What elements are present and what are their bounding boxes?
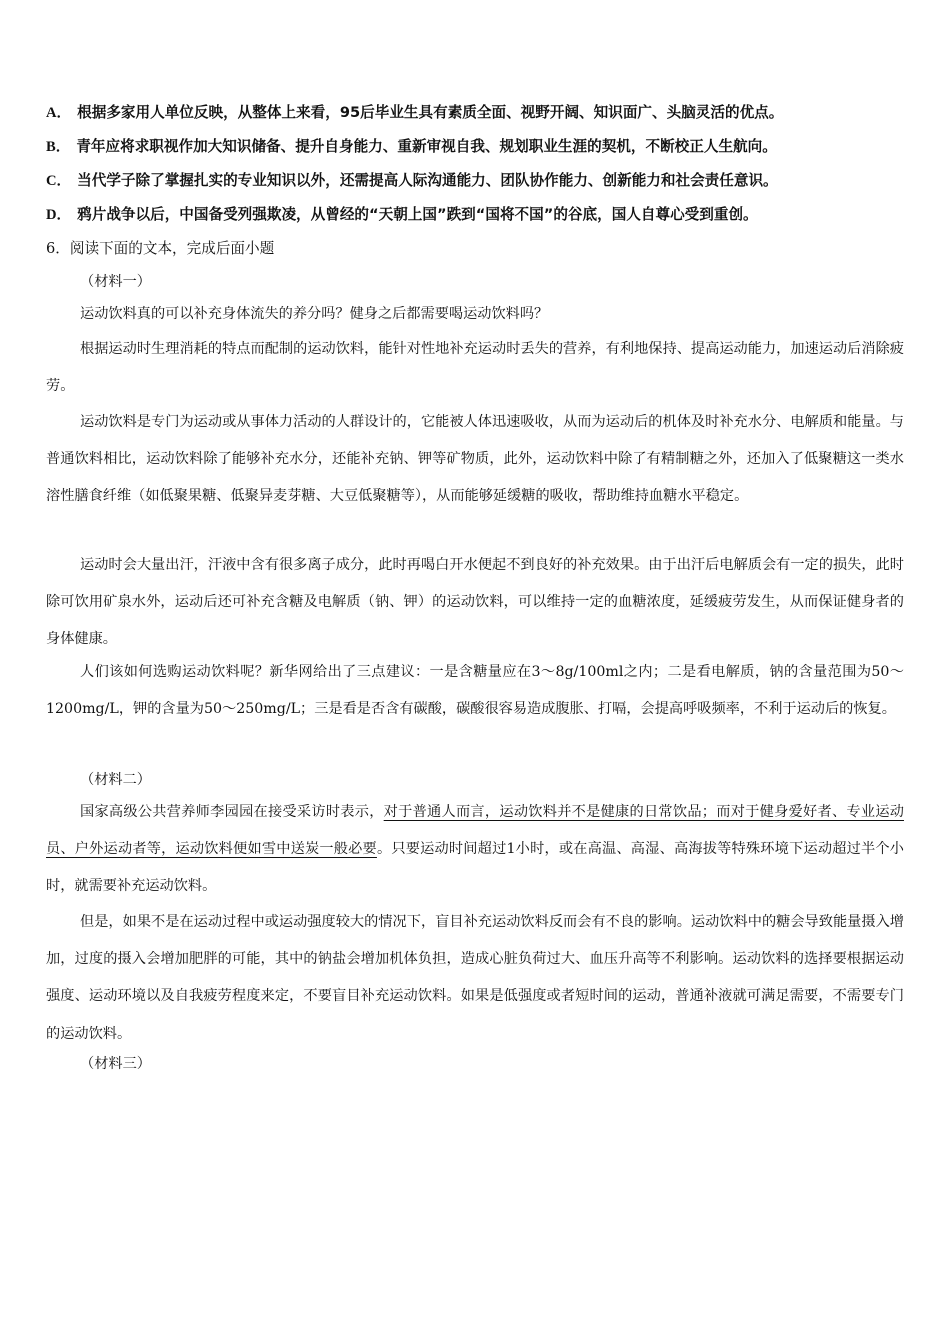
option-letter: A．	[46, 105, 72, 121]
material-3-label: （材料三）	[80, 1056, 151, 1072]
question-prompt: 阅读下面的文本，完成后面小题	[69, 240, 275, 257]
option-letter: B．	[46, 139, 71, 155]
option-text: 当代学子除了掌握扎实的专业知识以外，还需提高人际沟通能力、团队协作能力、创新能力和社会责任意识。	[77, 172, 778, 189]
option-text: 鸦片战争以后，中国备受列强欺凌，从曾经的“天朝上国”跌到“国将不国”的谷底，国人自尊心受到重创。	[77, 206, 758, 223]
option-letter: D．	[46, 207, 72, 223]
question-number: 6．	[46, 240, 70, 257]
option-c	[46, 171, 916, 191]
option-text: 根据多家用人单位反映，从整体上来看，95后毕业生具有素质全面、视野开阔、知识面广、头脑灵活的优点。	[77, 104, 784, 121]
material-1-paragraph-2: 根据运动时生理消耗的特点而配制的运动饮料，能针对性地补充运动时丢失的营养，有利地保持、提高运动能力，加速运动后消除疲劳。	[46, 341, 904, 395]
option-a	[46, 103, 916, 123]
option-d	[46, 205, 916, 225]
option-b	[46, 137, 916, 157]
paragraph-text: 。只要运动时间超过1小时，或在高温、高湿、高海拔等特殊环境下运动超过半个小时，就需要补充运动饮料。	[46, 841, 904, 895]
underlined-quote: 对于普通人而言，运动饮料并不是健康的日常饮品；而对于健身爱好者、专业运动员、户外运动者等，运动饮料便如雪中送炭一般必要	[46, 804, 904, 858]
option-letter: C．	[46, 173, 72, 189]
material-2-paragraph-2: 但是，如果不是在运动过程中或运动强度较大的情况下，盲目补充运动饮料反而会有不良的影响。运动饮料中的糖会导致能量摄入增加，过度的摄入会增加肥胖的可能，其中的钠盐会增加机体负担，造成心脏负荷过大、血压升高等不利影响。运动饮料的选择要根据运动强度、运动环境以及自我疲劳程度来定，不要盲目补充运动饮料。如果是低强度或者短时间的运动，普通补液就可满足需要，不需要专门的运动饮料。	[46, 914, 904, 1042]
material-1-paragraph-1: 运动饮料真的可以补充身体流失的养分吗？健身之后都需要喝运动饮料吗？	[80, 306, 549, 322]
paragraph-text: 国家高级公共营养师李园园在接受采访时表示，	[80, 804, 384, 820]
question-6-heading	[46, 239, 274, 259]
material-1-label: （材料一）	[80, 274, 151, 290]
material-2-label: （材料二）	[80, 772, 151, 788]
material-1-paragraph-5: 人们该如何选购运动饮料呢？新华网给出了三点建议：一是含糖量应在3～8g/100ml之内；二是看电解质，钠的含量范围为50～1200mg/L，钾的含量为50～250mg/L；三是看是否含有碳酸，碳酸很容易造成腹胀、打嗝，会提高呼吸频率，不利于运动后的恢复。	[46, 664, 904, 718]
material-1-paragraph-4: 运动时会大量出汗，汗液中含有很多离子成分，此时再喝白开水便起不到良好的补充效果。由于出汗后电解质会有一定的损失，此时除可饮用矿泉水外，运动后还可补充含糖及电解质（钠、钾）的运动饮料，可以维持一定的血糖浓度，延缓疲劳发生，从而保证健身者的身体健康。	[46, 557, 904, 648]
material-1-paragraph-3: 运动饮料是专门为运动或从事体力活动的人群设计的，它能被人体迅速吸收，从而为运动后的机体及时补充水分、电解质和能量。与普通饮料相比，运动饮料除了能够补充水分，还能补充钠、钾等矿物质，此外，运动饮料中除了有精制糖之外，还加入了低聚糖这一类水溶性膳食纤维（如低聚果糖、低聚异麦芽糖、大豆低聚糖等），从而能够延缓糖的吸收，帮助维持血糖水平稳定。	[46, 414, 904, 505]
option-text: 青年应将求职视作加大知识储备、提升自身能力、重新审视自我、规划职业生涯的契机，不断校正人生航向。	[76, 138, 777, 155]
material-2-paragraph-1	[46, 794, 904, 906]
